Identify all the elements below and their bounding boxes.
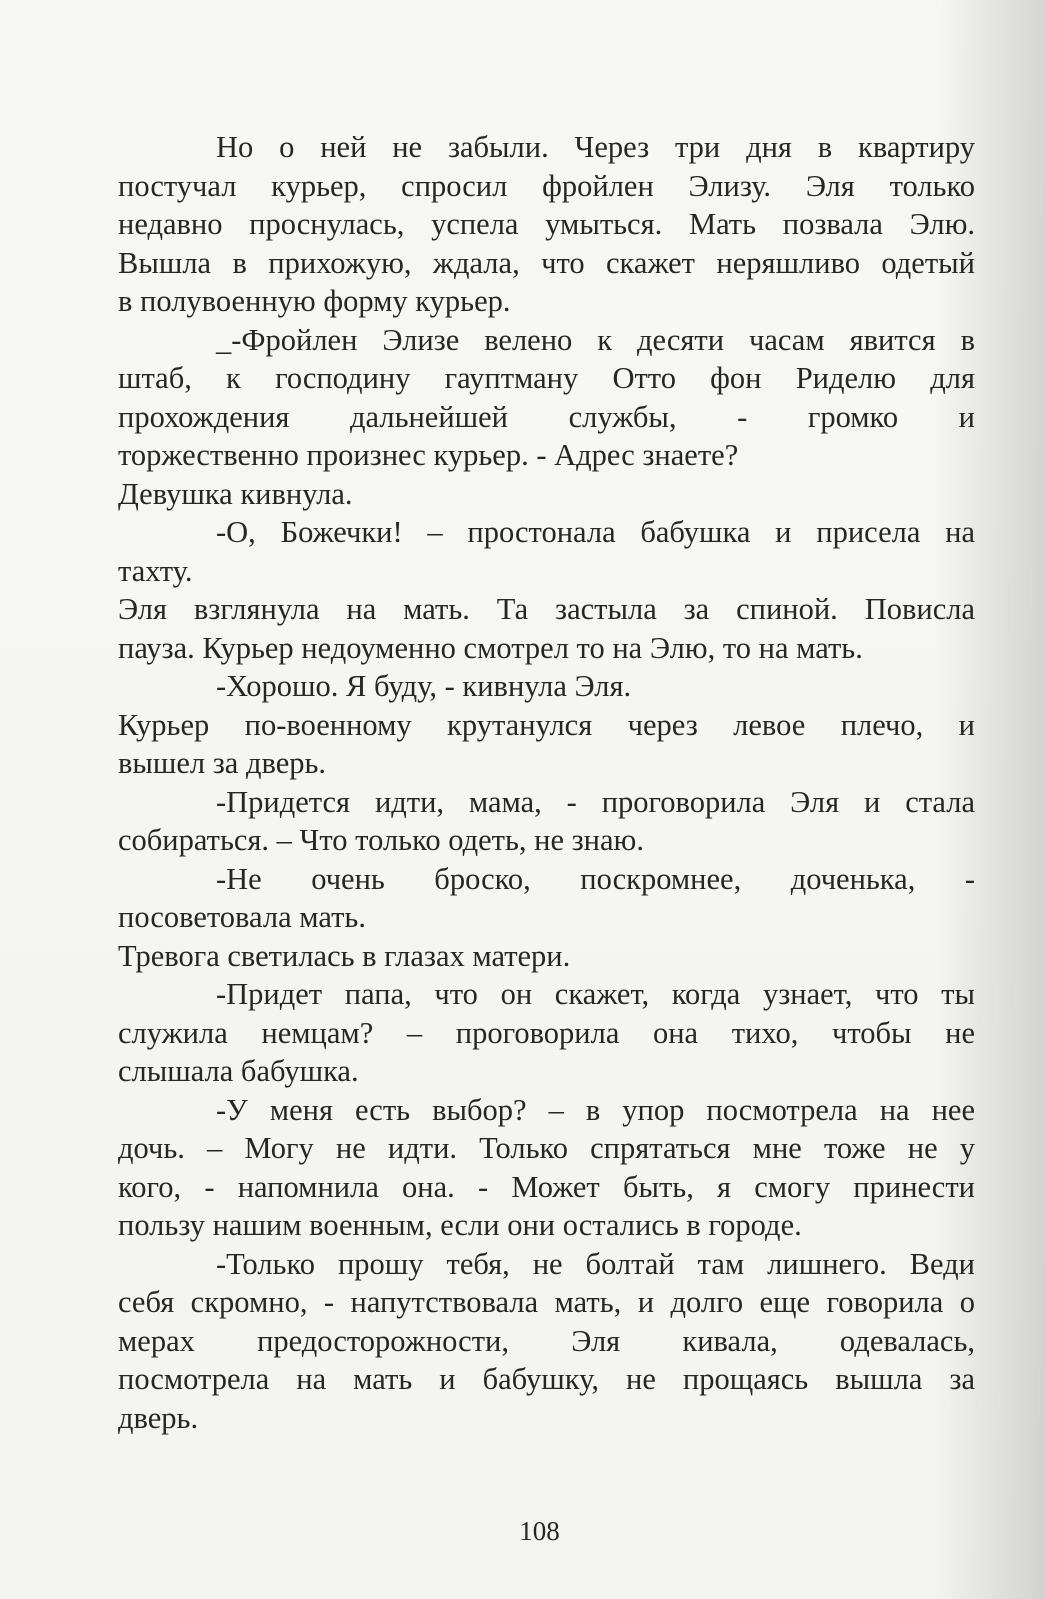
paragraph — [118, 860, 975, 937]
text-line: -Не очень броско, поскромнее, доченька, - — [216, 861, 975, 896]
text-line: -Только прошу тебя, не болтай там лишнего. Веди — [216, 1246, 975, 1281]
page-body-text — [118, 128, 975, 1437]
text-line: Эля взглянула на мать. Та застыла за спиной. Повисла — [118, 592, 975, 626]
text-line: посоветовала мать. — [118, 900, 366, 934]
text-line: Но о ней не забыли. Через три дня в квартиру — [216, 130, 975, 164]
text-line: постучал курьер, спросил фройлен Элизу. Эля только — [118, 168, 975, 203]
text-line: -У меня есть выбор? – в упор посмотрела на нее — [216, 1092, 975, 1127]
text-line: слышала бабушка. — [118, 1054, 359, 1088]
text-line: торжественно произнес курьер. - Адрес знаете? — [118, 438, 739, 472]
text-line: мерах предосторожности, Эля кивала, одевалась, — [118, 1323, 975, 1358]
text-line: пользу нашим военным, если они остались в городе. — [118, 1208, 802, 1242]
page-number: 108 — [519, 1516, 560, 1546]
text-line: дочь. – Могу не идти. Только спрятаться мне тоже не у — [118, 1131, 975, 1165]
text-line: штаб, к господину гауптману Отто фон Риделю для — [118, 361, 975, 395]
text-line: Девушка кивнула. — [118, 476, 353, 511]
text-line: в полувоенную форму курьер. — [118, 284, 511, 318]
paragraph — [118, 590, 975, 667]
text-line: недавно проснулась, успела умыться. Мать позвала Элю. — [118, 207, 975, 241]
text-line: кого, - напомнила она. - Может быть, я смогу принести — [118, 1169, 975, 1204]
paragraph — [118, 513, 975, 590]
text-line: -Придет папа, что он скажет, когда узнает, что ты — [216, 977, 975, 1011]
text-line: пауза. Курьер недоуменно смотрел то на Элю, то на мать. — [118, 630, 863, 665]
paragraph — [118, 937, 975, 976]
text-line: Курьер по-военному крутанулся через левое плечо, и — [118, 707, 975, 742]
text-line: -Хорошо. Я буду, - кивнула Эля. — [216, 669, 632, 703]
paragraph — [118, 783, 975, 860]
text-line: вышел за дверь. — [118, 746, 327, 780]
text-line: прохождения дальнейшей службы, - громко и — [118, 399, 975, 434]
text-line: дверь. — [118, 1400, 199, 1435]
text-line: посмотрела на мать и бабушку, не прощаясь вышла за — [118, 1362, 975, 1396]
paragraph — [118, 1245, 975, 1438]
paragraph — [118, 975, 975, 1091]
text-line: Вышла в прихожую, ждала, что скажет неряшливо одетый — [118, 245, 975, 280]
paragraph — [118, 321, 975, 475]
paragraph — [118, 667, 975, 706]
text-line: -Придется идти, мама, - проговорила Эля и стала — [216, 784, 975, 819]
text-line: Тревога светилась в глазах матери. — [118, 938, 571, 973]
paragraph — [118, 706, 975, 783]
text-line: служила немцам? – проговорила она тихо, чтобы не — [118, 1015, 975, 1050]
paragraph — [118, 475, 975, 514]
paragraph — [118, 1091, 975, 1245]
text-line: _-Фройлен Элизе велено к десяти часам явится в — [216, 322, 975, 357]
text-line: -О, Божечки! – простонала бабушка и присела на — [216, 515, 975, 549]
text-line: собираться. – Что только одеть, не знаю. — [118, 823, 644, 857]
text-line: тахту. — [118, 553, 193, 588]
text-line: себя скромно, - напутствовала мать, и долго еще говорила о — [118, 1285, 975, 1319]
paragraph — [118, 128, 975, 321]
